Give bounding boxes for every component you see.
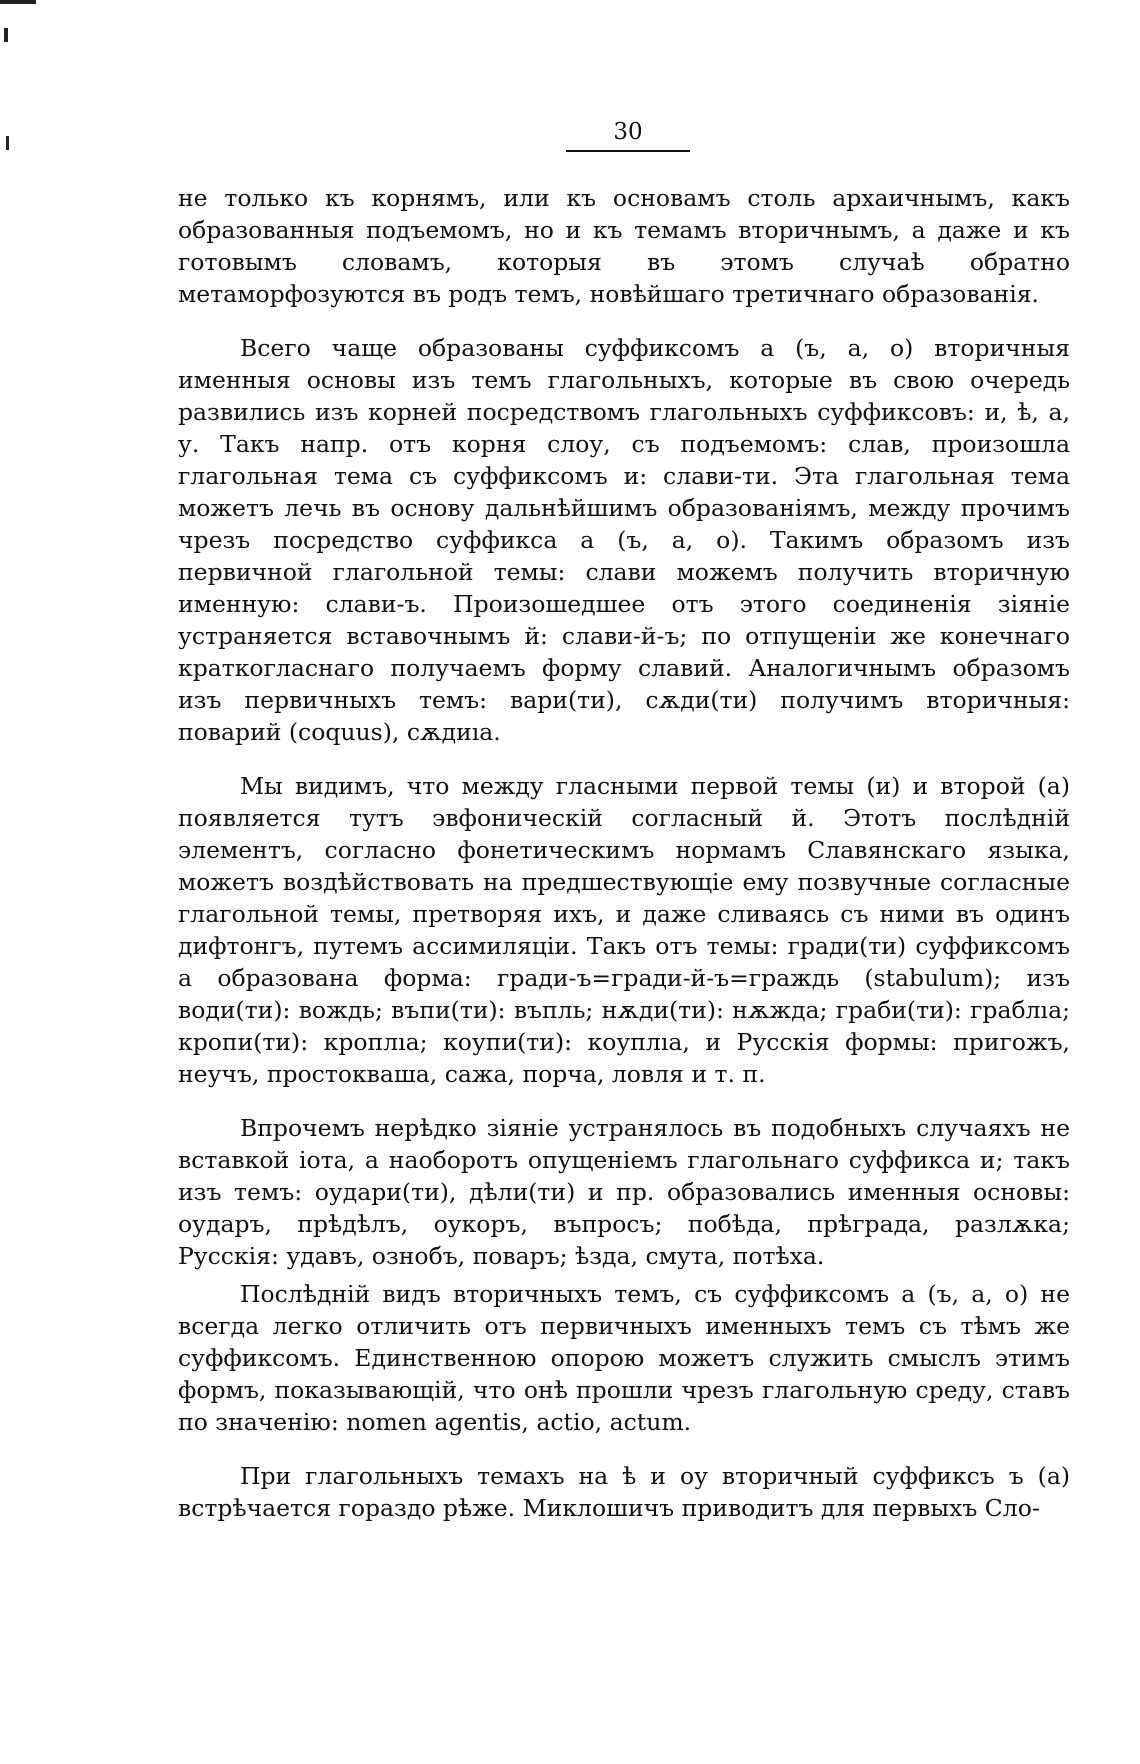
paragraph: Всего чаще образованы суффиксомъ а (ъ, а, о) вторичныя именныя основы изъ темъ глагольныхъ, которые въ свою очередь развились изъ корней посредствомъ глагольныхъ суффиксовъ: и, ѣ, а, у. Такъ напр. отъ корня слоу, съ подъемомъ: слав, произошла глагольная тема съ суффиксомъ и: слави-ти. Эта глагольная тема можетъ лечь въ основу дальнѣйшимъ образованіямъ, между прочимъ чрезъ посредство суффикса а (ъ, а, о). Такимъ образомъ изъ первичной глагольной темы: слави можемъ получить вторичную именную: слави-ъ. Произошедшее отъ этого соединенія зіяніе устраняется вставочнымъ й: слави-й-ъ; по отпущеніи же конечнаго краткогласнаго получаемъ форму славий. Аналогичнымъ образомъ изъ первичныхъ темъ: вари(ти), сѫди(ти) получимъ вторичныя: поварий (coquus), сѫдиıа.	[178, 334, 1070, 746]
paragraph: не только къ корнямъ, или къ основамъ столь архаичнымъ, какъ образованныя подъемомъ, но и къ темамъ вторичнымъ, а даже и къ готовымъ словамъ, которыя въ этомъ случаѣ обратно метаморфозуются въ родъ темъ, новѣйшаго третичнаго образованія.	[178, 184, 1070, 308]
paragraph: Послѣдній видъ вторичныхъ темъ, съ суффиксомъ а (ъ, а, о) не всегда легко отличить отъ первичныхъ именныхъ темъ съ тѣмъ же суффиксомъ. Единственною опорою можетъ служить смыслъ этимъ формъ, показывающій, что онѣ прошли чрезъ глагольную среду, ставъ по значенію: nomen agentis, actio, actum.	[178, 1280, 1070, 1436]
scan-artifact	[0, 0, 36, 4]
paragraph: Мы видимъ, что между гласными первой темы (и) и второй (а) появляется тутъ эвфоническій согласный й. Этотъ послѣдній элементъ, согласно фонетическимъ нормамъ Славянскаго языка, можетъ воздѣйствовать на предшествующіе ему позвучные согласные глагольной темы, претворяя ихъ, и даже сливаясь съ ними въ одинъ дифтонгъ, путемъ ассимиляціи. Такъ отъ темы: гради(ти) суффиксомъ а образована форма: гради-ъ=гради-й-ъ=граждь (stabulum); изъ води(ти): вождь; въпи(ти): въпль; нѫди(ти): нѫжда; граби(ти): граблıа; кропи(ти): кроплıа; коупи(ти): коуплıа, и Русскія формы: пригожъ, неучъ, простокваша, сажа, порча, ловля и т. п.	[178, 772, 1070, 1088]
page-number: 30	[566, 118, 690, 152]
scan-artifact	[6, 136, 9, 150]
page-body	[178, 182, 1070, 1524]
paragraph: Впрочемъ нерѣдко зіяніе устранялось въ подобныхъ случаяхъ не вставкой іота, а наоборотъ опущеніемъ глагольнаго суффикса и; такъ изъ темъ: оудари(ти), дѣли(ти) и пр. образовались именныя основы: оударъ, прѣдѣлъ, оукоръ, въпросъ; побѣда, прѣграда, разлѫка; Русскія: удавъ, ознобъ, поваръ; ѣзда, смута, потѣха.	[178, 1114, 1070, 1270]
paragraph: При глагольныхъ темахъ на ѣ и оу вторичный суффиксъ ъ (а) встрѣчается гораздо рѣже. Миклошичъ приводитъ для первыхъ Сло-	[178, 1462, 1070, 1522]
scan-artifact	[4, 28, 8, 42]
